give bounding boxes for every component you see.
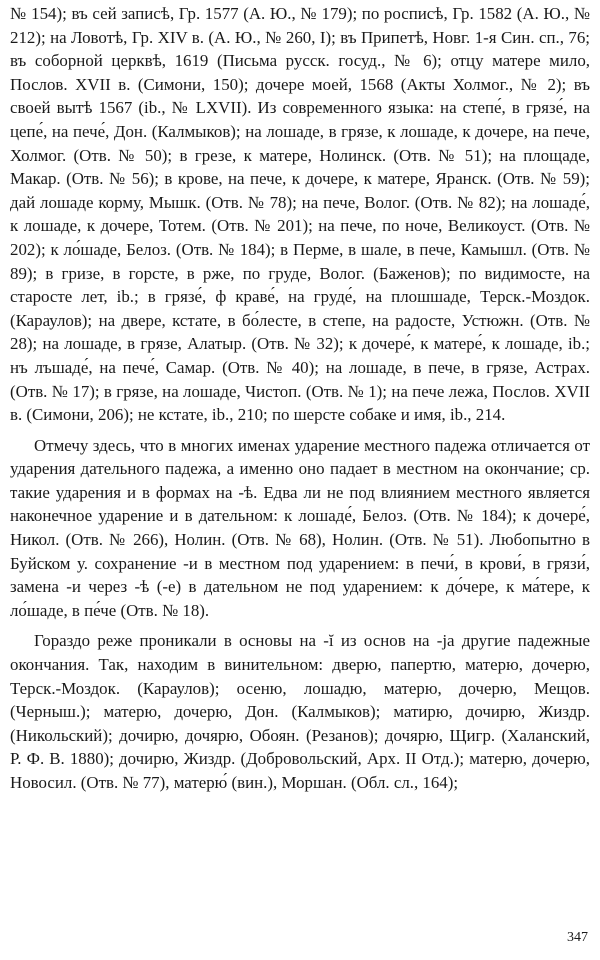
paragraph-accusative-forms: Гораздо реже проникали в основы на -ĭ из основ на -ja другие падежные окончания. Так, находим в винительном: дверю, папертю, матерю, дочерю, Терск.-Моздок. (Караулов); осеню, лошадю, матерю, дочерю, Мещов. (Черныш.); матерю, дочерю, Дон. (Калмыков); матирю, дочирю, Жиздр. (Никольский); дочирю, дочярю, Обоян. (Резанов); дочярю, Щигр. (Халанский, Р. Ф. В. 1880); дочирю, Жиздр. (Добровольский, Арх. II Отд.); матерю, дочерю, Новосил. (Отв. № 77), матерю́ (вин.), Моршан. (Обл. сл., 164); — [10, 631, 590, 792]
paragraph-locative-examples: № 154); въ сей записѣ, Гр. 1577 (А. Ю., № 179); по росписѣ, Гр. 1582 (А. Ю., № 212); на Ловотѣ, Гр. XIV в. (А. Ю., № 260, I); въ Припетѣ, Новг. 1-я Син. сп., 76; въ соборной церквѣ, 1619 (Письма русск. госуд., № 6); отцу матере мило, Послов. XVII в. (Симони, 150); дочере моей, 1568 (Акты Холмог., № 2); въ своей вытѣ 1567 (ib., № LXVII). Из современного языка: на степе́, в грязе́, на цепе́, на пече́, Дон. (Калмыков); на лошаде, в грязе, к лошаде, к дочере, на пече, Холмог. (Отв. № 50); в грезе, к матере, Нолинск. (Отв. № 51); на площаде, Макар. (Отв. № 56); в крове, на пече, к дочере, к матере, Яранск. (Отв. № 59); дай лошаде корму, Мышк. (Отв. № 78); на пече, Волог. (Отв. № 82); на лошаде́, к лошаде, к дочере, Тотем. (Отв. № 201); на пече, по ноче, Великоуст. (Отв. № 202); к ло́шаде, Белоз. (Отв. № 184); в Перме, в шале, в пече, Камышл. (Отв. № 89); в гризе, в горсте, в рже, по груде, Волог. (Баженов); по видимосте, на старосте лет, ib.; в грязе́, ф краве́, на груде́, на плошшаде, Терск.-Моздок. (Караулов); на двере, кстате, в бо́лесте, в степе, на радосте, Устюжн. (Отв. № 28); на лошаде, в грязе, Алатыр. (Отв. № 32); к дочере́, к матере́, к лошаде, ib.; нъ лъшаде́, на пече́, Самар. (Отв. № 40); на лошаде, в пече, в грязе, Астрах. (Отв. № 17); в грязе, на лошаде, Чистоп. (Отв. № 1); на пече лежа, Послов. XVII в. (Симони, 206); не кстате, ib., 210; по шерсте собаке и имя, ib., 214. — [10, 4, 590, 425]
page-number: 347 — [567, 930, 588, 945]
page-body — [10, 2, 590, 795]
paragraph-stress-note: Отмечу здесь, что в многих именах ударение местного падежа отличается от ударения дательного падежа, а именно оно падает в местном на окончание; ср. такие ударения и в формах на -ѣ. Едва ли не под влиянием местного является наконечное ударение и в дательном: к лошаде́, Белоз. (Отв. № 184); к дочере́, Никол. (Отв. № 266), Нолин. (Отв. № 68), Нолин. (Отв. № 51). Любопытно в Буйском у. сохранение -и в местном под ударением: в печи́, в крови́, в грязи́, замена -и через -ѣ (-е) в дательном не под ударением: к до́чере, к ма́тере, к ло́шаде, в пе́че (Отв. № 18). — [10, 435, 590, 620]
